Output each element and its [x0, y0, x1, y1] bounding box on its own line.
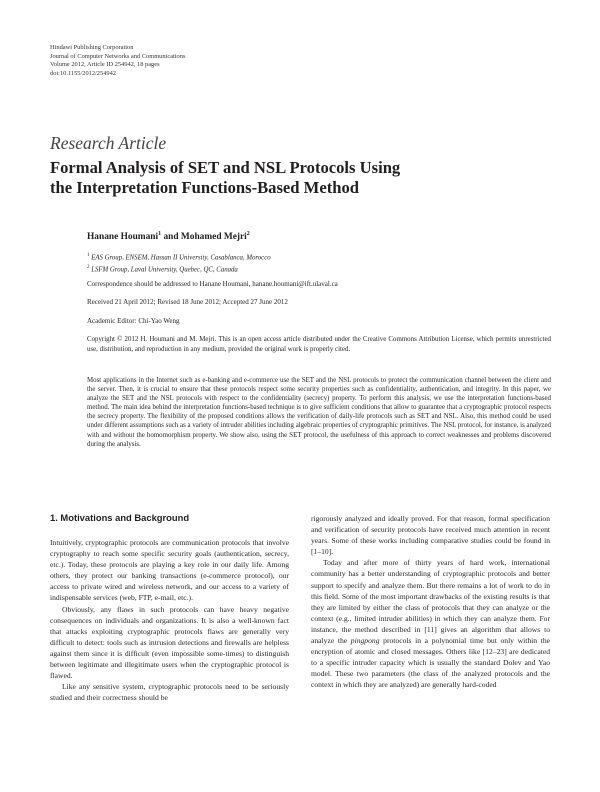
paragraph-text: protocols in a polynomial time but only within the encryption of atomic and closed messages. Others like [12–23] are dedicated to a specific intruder capacity which is usually the standard Dolev and Yao model. These two parameters (the class of the analyzed protocols and the context in which they are analyzed) are generally hard-coded — [311, 636, 550, 690]
emphasized-term: pingpong — [350, 636, 380, 646]
affiliation-marker: 1 — [87, 253, 90, 258]
affiliation-text: EAS Group, ENSEM, Hassan II University, Casablanca, Morocco — [91, 254, 271, 262]
body-paragraph — [311, 557, 550, 690]
affiliation — [87, 251, 271, 263]
paper-title — [50, 158, 570, 198]
affiliation — [87, 263, 271, 275]
body-paragraph: rigorously analyzed and ideally proved. For that reason, formal specification and verification of security protocols have received much attention in recent years. Some of these works including comparative studies could be found in [1–10]. — [311, 514, 550, 557]
title-line-2: the Interpretation Functions-Based Method — [50, 178, 359, 197]
author-affil-marker: 2 — [246, 231, 250, 237]
body-paragraph: Obviously, any flaws in such protocols can have heavy negative consequences on individuals and organizations. It is also a well-known fact that attacks exploiting cryptographic protocols flaws are generally very difficult to detect: tools such as intrusion detections and firewalls are helpless against them since it is difficult (even impossible some-times) to distinguish between legitimate and illegitimate users when the cryptographic protocol is flawed. — [50, 604, 289, 681]
academic-editor: Academic Editor: Chi-Yao Weng — [87, 317, 180, 325]
affiliation-marker: 2 — [87, 265, 90, 271]
right-column — [311, 513, 550, 691]
left-column — [50, 512, 289, 703]
journal-line: Journal of Computer Networks and Communications — [50, 52, 186, 60]
paragraph-text: Today and after more of thirty years of hard work, international community has a better understanding of cryptographic protocols and better support to specify and analyze them. But there remains a lot of work to do in this field. Some of the most important drawbacks of the existing results is that they are limited by either the class of protocols that they can analyze or the context (e.g., limited intruder abilities) in which they can analyze them. For instance, the method described in [11] gives an algorithm that allows to analyze the — [311, 558, 550, 646]
correspondence-note: Correspondence should be addressed to Hanane Houmani, hanane.houmani@ift.ulaval.ca — [87, 280, 338, 288]
affiliations — [87, 251, 271, 276]
publisher-line: Hindawi Publishing Corporation — [50, 44, 134, 51]
author-name: Hanane Houmani — [87, 232, 159, 243]
author-conjunction: and — [161, 232, 181, 243]
abstract: Most applications in the Internet such as e-banking and e-commerce use the SET and the NSL protocols to protect the communication channel between the client and the server. Then, it is crucial to ensure that these protocols respect some security properties such as confidentiality, authentication, and integrity. In this paper, we analyze the SET and the NSL protocols with respect to the confidentiality (secrecy) property. To perform this analysis, we use the interpretation functions-based method. The main idea behind the interpretation functions-based technique is to give sufficient conditions that allow to guarantee that a cryptographic protocol respects the secrecy property. The flexibility of the proposed conditions allows the verification of daily-life protocols such as SET and NSL. Also, this method could be used under different assumptions such as a variety of intruder abilities including algebraic properties of cryptographic primitives. The NSL protocol, for instance, is analyzed with and without the homomorphism property. We show also, using the SET protocol, the usefulness of this approach to correct weaknesses and problems discovered during the analysis. — [87, 377, 551, 448]
affiliation-text: LSFM Group, Laval University, Quebec, QC, Canada — [91, 266, 238, 274]
publication-dates: Received 21 April 2012; Revised 18 June 2012; Accepted 27 June 2012 — [87, 298, 288, 306]
author-affil-marker: 1 — [158, 231, 162, 237]
author-name: Mohamed Mejri — [180, 232, 247, 243]
journal-header — [50, 44, 185, 78]
copyright-notice: Copyright © 2012 H. Houmani and M. Mejri. This is an open access article distributed under the Creative Commons Attribution License, which permits unrestricted use, distribution, and reproduction in any medium, provided the original work is properly cited. — [87, 336, 551, 353]
article-type: Research Article — [50, 133, 167, 153]
title-line-1: Formal Analysis of SET and NSL Protocols Using — [50, 158, 401, 177]
section-heading: 1. Motivations and Background — [50, 512, 190, 523]
doi-line: doi:10.1155/2012/254942 — [50, 69, 116, 77]
author-list — [87, 231, 250, 242]
body-paragraph: Intuitively, cryptographic protocols are communication protocols that involve cryptography to reach some specific security goals (authentication, secrecy, etc.). Today, these protocols are playing a key role in our daily life. Among others, they protect our banking transactions (e-commerce protocol), our access to private wired and wireless network, and our access to a variety of indispensable services (web, FTP, e-mail, etc.). — [50, 538, 289, 603]
volume-line: Volume 2012, Article ID 254942, 18 pages — [50, 61, 160, 69]
body-paragraph: Like any sensitive system, cryptographic protocols need to be seriously studied and their correctness should be — [50, 682, 289, 703]
